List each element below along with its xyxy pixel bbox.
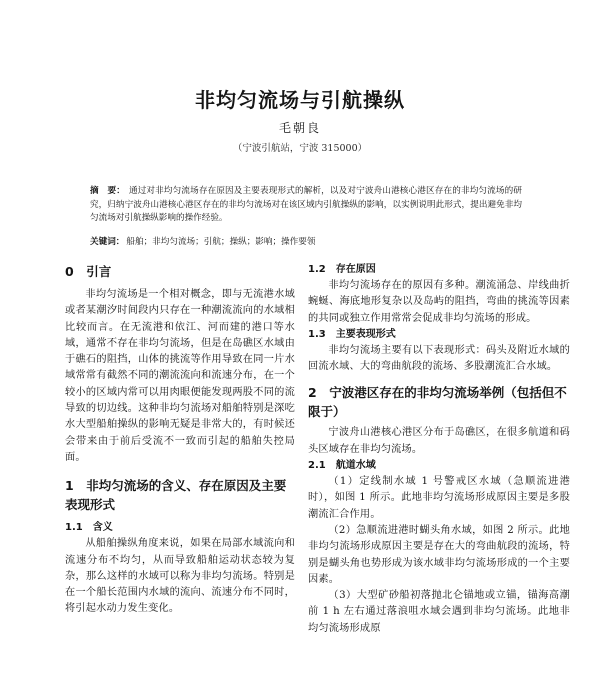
section-2-1-paragraph-1: （1）定线制水域 1 号警戒区水域（急顺流进港时），如图 1 所示。此地非均匀流场形成原因主要是多股潮流汇合作用。 xyxy=(308,476,570,520)
section-1-1-paragraph: 从船舶操纵角度来说，如果在局部水域流向和流速分布不均匀，从而导致船舶运动状态较为复杂，那么这样的水域可以称为非均匀流场。特别是在一个船长范围内水域的流向、流速分布不同时，将引起水动力发生变化。 xyxy=(65,538,295,615)
section-2-1-heading: 2.1 航道水域 xyxy=(308,460,376,472)
section-1-2-heading: 1.2 存在原因 xyxy=(308,264,376,275)
author-affiliation: （宁波引航站，宁波 315000） xyxy=(232,143,368,154)
section-0-paragraph: 非均匀流场是一个相对概念，即与无流港水域或者某潮汐时间段内只存在一种潮流流向的水域相比较而言。在无流港和依江、河而建的港口等水域，通常不存在非均匀流场，但是在岛礁区水域由于礁石的阻挡，山体的挑流等作用导致在同一片水域常常有截然不同的潮流流向和流速分布，在一个较小的区域内常可以用肉眼便能发现两股不同的流导致的切边线。这种非均匀流场对船舶特别是深吃水大型船舶操纵的影响无疑是非常大的，有时候还会带来由于前后受流不一致而引起的船舶失控局面。 xyxy=(65,289,295,463)
section-1-3-heading: 1.3 主要表现形式 xyxy=(308,328,396,340)
section-0-heading: 0 引言 xyxy=(65,264,112,279)
section-2-1-paragraph-3: （3）大型矿砂船初落抛北仑锚地或立锚，锚海高潮前 1 h 左右通过落浪咀水域会遇到非均匀流场。此地非均匀流场形成原 xyxy=(308,590,570,634)
section-1-3-paragraph: 非均匀流场主要有以下表现形式：码头及附近水域的回流水域、大的弯曲航段的流场、多股潮流汇合水域。 xyxy=(308,344,570,373)
right-column xyxy=(308,262,570,637)
keywords-text: 船舶；非均匀流场；引航；操纵；影响；操作要领 xyxy=(126,237,316,247)
section-1-heading: 1 非均匀流场的含义、存在原因及主要表现形式 xyxy=(65,478,287,513)
abstract-text: 通过对非均匀流场存在原因及主要表现形式的解析，以及对宁波舟山港核心港区存在的非均匀流场的研究，归纳宁波舟山港核心港区存在的非均匀流场对在该区域内引航操纵的影响，以实例说明此形式，提出避免非均匀流场对引航操纵影响的操作经验。 xyxy=(90,186,522,223)
section-1-2-paragraph: 非均匀流场存在的原因有多种。潮流涌急、岸线曲折蜿蜒、海底地形复杂以及岛屿的阻挡，弯曲的挑流等因素的共同或独立作用常常会促成非均匀流场的形成。 xyxy=(308,280,570,324)
keywords-label: 关键词： xyxy=(90,237,125,247)
abstract xyxy=(90,185,522,226)
paper-title: 非均匀流场与引航操纵 xyxy=(195,88,405,112)
section-2-heading: 2 宁波港区存在的非均匀流场举例（包括但不限于） xyxy=(308,385,567,420)
section-1-1-heading: 1.1 含义 xyxy=(65,522,113,534)
keywords xyxy=(90,236,522,249)
author-name: 毛朝良 xyxy=(278,121,321,135)
left-column xyxy=(65,262,295,618)
abstract-label: 摘 要： xyxy=(90,186,125,196)
section-2-1-paragraph-2: （2）急顺流进港时蝴头角水域，如图 2 所示。此地非均匀流场形成原因主要是存在大的弯曲航段的流场，特别是蝴头角也势形成为该水域非均匀流场形成的一个主要因素。 xyxy=(308,524,570,585)
section-2-paragraph: 宁波舟山港核心港区分布于岛礁区，在很多航道和码头区域存在非均匀流场。 xyxy=(308,427,570,455)
